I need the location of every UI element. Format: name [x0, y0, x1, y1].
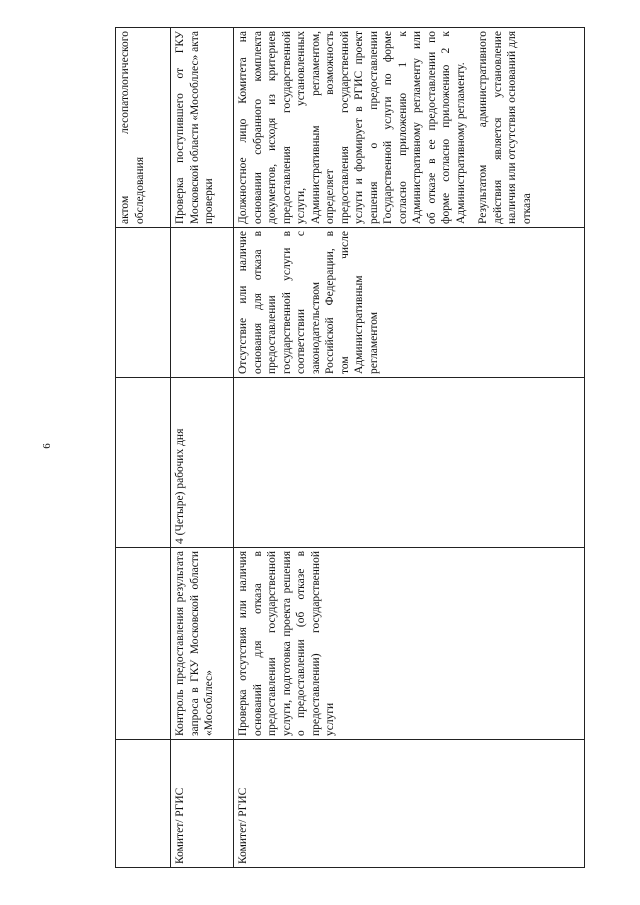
criteria-cell	[116, 228, 171, 378]
rotated-table-container	[115, 28, 585, 868]
criteria-cell	[171, 228, 234, 378]
table-row	[116, 28, 171, 868]
responsible-cell: Комитет/ РГИС	[234, 740, 585, 868]
action-cell	[116, 548, 171, 740]
duration-cell: 4 (Четыре) рабочих дня	[171, 378, 234, 548]
duration-cell	[234, 378, 585, 548]
action-cell: Контроль предоставления результата запроса в ГКУ Московской области «Мособллес»	[171, 548, 234, 740]
action-cell: Проверка отсутствия или наличия оснований для отказа в предоставлении государственной услуги, подготовка проекта решения о предоставлении (об отказе в предоставлении) государственной услуги	[234, 548, 585, 740]
paragraph-gap	[468, 31, 476, 224]
result-paragraph: Результатом административного действия является установление наличия или отсутствия оснований для отказа	[477, 31, 533, 224]
result-paragraph: Должностное лицо Комитета на основании собранного комплекта документов, исходя из критериев предоставления государственной услуги, установленных Административным регламентом, определяет возможность предоставления государственной услуги и формирует в РГИС проект решения о предоставлении Государственной услуги по форме согласно приложению 1 к Административному регламенту или об отказе в ее предоставлении по форме согласно приложению 2 к Административному регламенту.	[237, 31, 467, 224]
table-row	[234, 28, 585, 868]
responsible-cell	[116, 740, 171, 868]
table-row	[171, 28, 234, 868]
duration-cell	[116, 378, 171, 548]
page-number: 6	[40, 443, 53, 449]
result-cell	[234, 28, 585, 228]
result-cell: Проверка поступившего от ГКУ Московской области «Мособллес» акта проверки	[171, 28, 234, 228]
procedure-table	[115, 27, 585, 868]
result-cell: актом лесопатологического обследования	[116, 28, 171, 228]
criteria-cell: Отсутствие или наличие основания для отказа в предоставлении государственной услуги в соответствии с законодательством Российской Федерации, в том числе Административным регламентом	[234, 228, 585, 378]
responsible-cell: Комитет/ РГИС	[171, 740, 234, 868]
